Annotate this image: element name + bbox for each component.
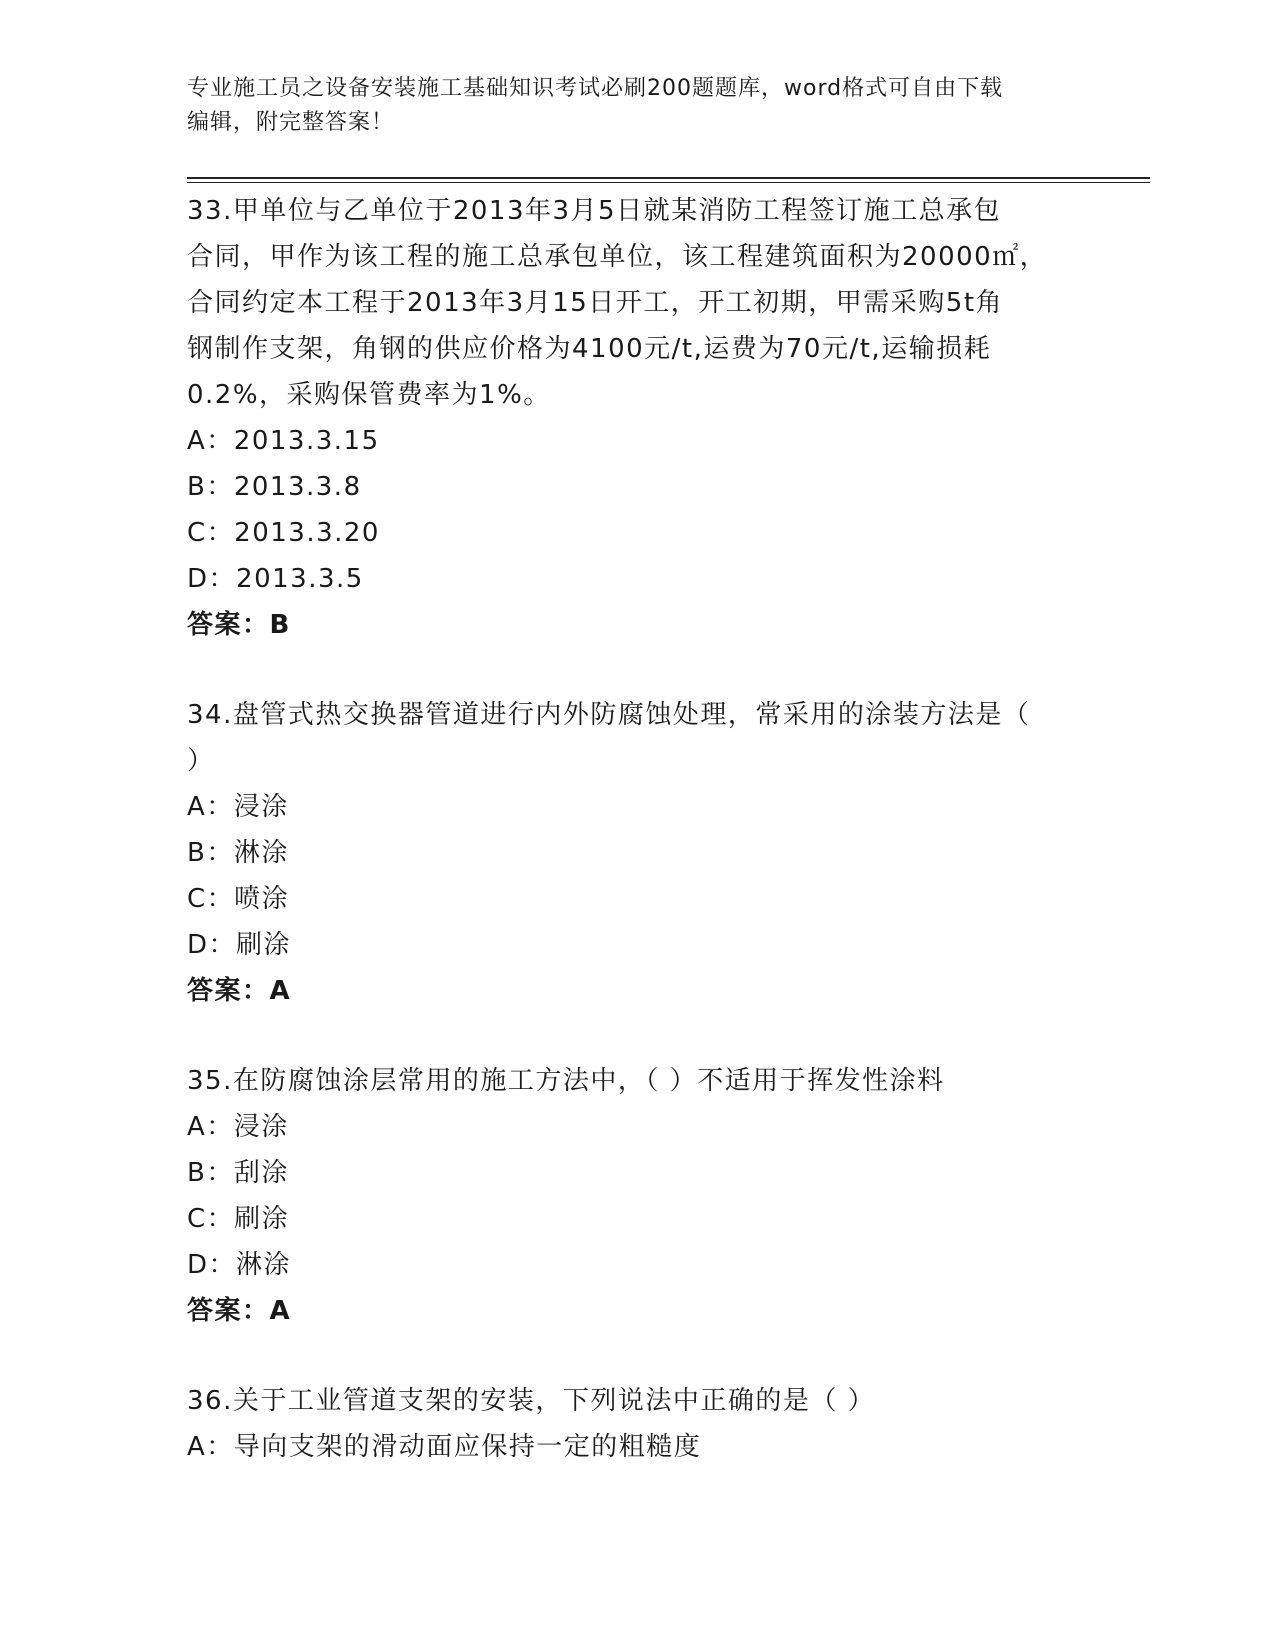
question-list xyxy=(187,188,1087,1470)
option-d: D：2013.3.5 xyxy=(187,564,364,594)
option-b: B：2013.3.8 xyxy=(187,472,362,502)
answer: 答案：A xyxy=(187,1296,292,1326)
question-text-line: 33.甲单位与乙单位于2013年3月5日就某消防工程签订施工总承包 xyxy=(187,196,1002,226)
question-text-line: 34.盘管式热交换器管道进行内外防腐蚀处理，常采用的涂装方法是（ xyxy=(187,700,1031,730)
header-line-1: 专业施工员之设备安装施工基础知识考试必刷200题题库，word格式可自由下载 xyxy=(187,76,1004,101)
option-a: A：浸涂 xyxy=(187,792,289,822)
question-text-line: 合同约定本工程于2013年3月15日开工，开工初期，甲需采购5t角 xyxy=(187,288,1004,318)
option-d: D：淋涂 xyxy=(187,1250,292,1280)
option-a: A：浸涂 xyxy=(187,1112,289,1142)
question-text-line: 0.2%，采购保管费率为1%。 xyxy=(187,380,551,410)
document-header xyxy=(187,72,1087,140)
question-text-line: 36.关于工业管道支架的安装，下列说法中正确的是（ ） xyxy=(187,1386,876,1416)
header-divider-thin xyxy=(187,182,1150,183)
option-a: A：2013.3.15 xyxy=(187,426,380,456)
question-text-line: 合同，甲作为该工程的施工总承包单位，该工程建筑面积为20000㎡， xyxy=(187,242,1048,272)
option-c: C：喷涂 xyxy=(187,884,290,914)
answer: 答案：B xyxy=(187,610,291,640)
question-35 xyxy=(187,1058,1087,1334)
option-c: C：2013.3.20 xyxy=(187,518,380,548)
option-d: D：刷涂 xyxy=(187,930,292,960)
header-line-2: 编辑，附完整答案！ xyxy=(187,110,395,135)
question-text-line: ） xyxy=(187,746,215,776)
question-36 xyxy=(187,1378,1087,1470)
answer: 答案：A xyxy=(187,976,292,1006)
option-c: C：刷涂 xyxy=(187,1204,290,1234)
option-b: B：淋涂 xyxy=(187,838,289,868)
option-a: A：导向支架的滑动面应保持一定的粗糙度 xyxy=(187,1432,702,1462)
question-34 xyxy=(187,692,1087,1014)
option-b: B：刮涂 xyxy=(187,1158,289,1188)
header-divider-thick xyxy=(187,177,1150,179)
question-text-line: 钢制作支架，角钢的供应价格为4100元/t,运费为70元/t,运输损耗 xyxy=(187,334,992,364)
question-text-line: 35.在防腐蚀涂层常用的施工方法中，（ ）不适用于挥发性涂料 xyxy=(187,1066,945,1096)
question-33 xyxy=(187,188,1087,648)
